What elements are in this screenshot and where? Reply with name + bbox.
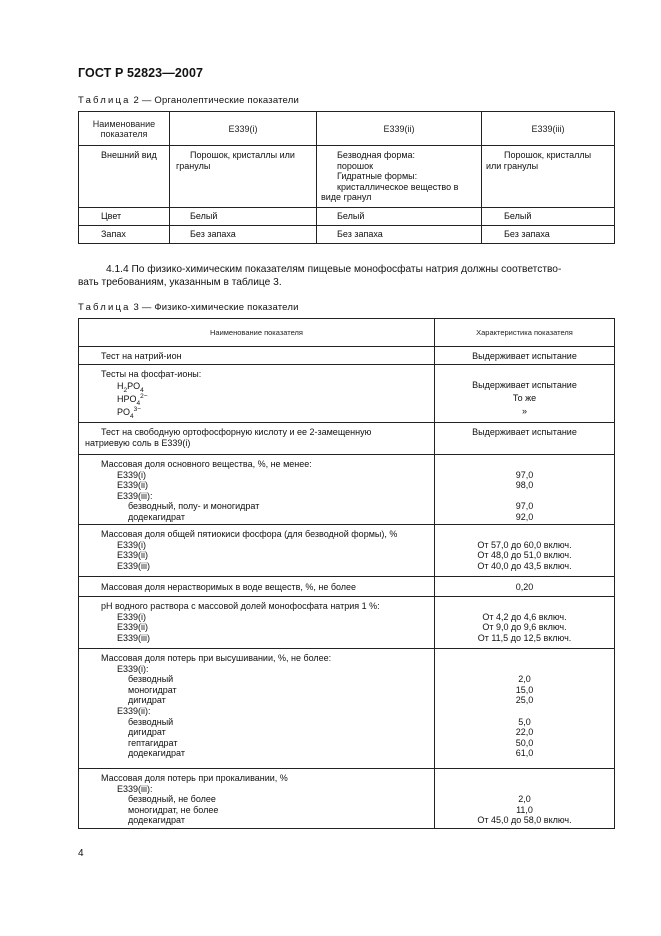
paragraph-line: вать требованиям, указанным в таблице 3. (78, 277, 282, 289)
row-acid-line: натриевую соль в E339(i) (85, 437, 191, 448)
table3-header-value: Характеристика показателя (476, 328, 573, 337)
table2-cell: Порошок, кристаллы (504, 150, 592, 160)
table3-caption (78, 302, 299, 313)
table2-cell: гранулы (176, 160, 211, 171)
sub-label: безводный (128, 674, 174, 685)
row-p2o5-title: Массовая доля общей пятиокиси фосфора (для безводной формы), % (101, 529, 398, 539)
value: 50,0 (515, 737, 534, 748)
table-row (79, 577, 615, 597)
table-row (79, 525, 615, 577)
sub-label: E339(i) (117, 469, 147, 480)
table-row (79, 365, 615, 423)
value: 97,0 (515, 501, 534, 512)
paragraph-line: 4.1.4 По физико-химическим показателям пищевые монофосфаты натрия должны соответство- (106, 264, 562, 275)
ion-po4-charge: 3− (133, 405, 142, 413)
sub-label: дигидрат (128, 695, 166, 706)
table2-cell: виде гранул (321, 192, 372, 203)
sub-label: E339(i): (117, 663, 149, 674)
sub-label: E339(iii) (117, 632, 151, 643)
table2-header-e339i: E339(i) (228, 123, 258, 134)
ion-po4: $PO_4^{3-}$ (117, 405, 142, 420)
table-row (79, 455, 615, 525)
sub-label: додекагидрат (128, 815, 185, 826)
value: 5,0 (518, 716, 531, 727)
table-row (79, 423, 615, 455)
value: 2,0 (518, 794, 531, 805)
row-insoluble: Массовая доля нерастворимых в воде веществ, %, не более (101, 582, 357, 592)
sub-label: E339(i) (117, 611, 147, 622)
table2-cell: порошок (337, 160, 374, 171)
sub-label: безводный, полу- и моногидрат (128, 501, 260, 512)
value: От 4,2 до 4,6 включ. (482, 611, 567, 622)
ion-h2po4: $H_2PO_4$ (117, 380, 144, 394)
sub-label: E339(ii): (117, 705, 151, 716)
value: То же (512, 393, 537, 403)
row-drying-title: Массовая доля потерь при высушивании, %, не более: (101, 653, 332, 663)
table2-cell: Гидратные формы: (337, 171, 418, 182)
sub-label: додекагидрат (128, 748, 185, 759)
value: От 9,0 до 9,6 включ. (482, 622, 567, 633)
table3-header-name: Наименование показателя (210, 328, 303, 337)
table2-cell: Белый (504, 211, 532, 221)
table2-cell: Безводная форма: (337, 150, 416, 160)
row-sodium-value: Выдерживает испытание (472, 351, 577, 361)
row-main-title: Массовая доля основного вещества, %, не менее: (101, 459, 312, 469)
value: » (521, 406, 527, 416)
sub-label: безводный, не более (128, 794, 216, 805)
table2-header-e339iii: E339(iii) (531, 123, 565, 134)
sub-label: E339(i) (117, 539, 147, 550)
table2-header-e339ii: E339(ii) (383, 123, 415, 134)
sub-label: E339(ii) (117, 480, 149, 491)
table2-caption (78, 95, 299, 106)
table2-row-name: Запах (101, 229, 126, 239)
table-row (79, 146, 615, 208)
document-title: ГОСТ Р 52823—2007 (78, 66, 204, 80)
value: От 57,0 до 60,0 включ. (477, 539, 572, 550)
row-acid-line: Тест на свободную ортофосфорную кислоту и ее 2-замещенную (101, 427, 372, 437)
value: От 11,5 до 12,5 включ. (477, 632, 572, 643)
table2-header-name: Наименование показателя (92, 118, 156, 139)
table-organoleptic (78, 111, 615, 244)
table2-cell: или гранулы (486, 160, 539, 171)
sub-label: E339(ii) (117, 622, 149, 633)
sub-label: безводный (128, 716, 174, 727)
value: Выдерживает испытание (472, 427, 577, 437)
table-row (79, 347, 615, 365)
table2-cell: кристаллическое вещество в (337, 181, 459, 192)
table2-cell: Белый (190, 211, 218, 221)
value: 0,20 (515, 582, 534, 592)
table2-header-row (79, 112, 615, 146)
sub-label: E339(ii) (117, 550, 149, 561)
value: 2,0 (518, 674, 531, 685)
value: 11,0 (516, 804, 533, 815)
table2-cell: Без запаха (190, 229, 236, 239)
page-number: 4 (78, 848, 84, 859)
sub-label: моногидрат (128, 684, 177, 695)
value: 92,0 (515, 511, 534, 522)
table-row (79, 597, 615, 649)
value: 22,0 (515, 727, 534, 738)
row-phosphate-title: Тесты на фосфат-ионы: (101, 369, 202, 379)
table2-row-name: Внешний вид (101, 150, 157, 160)
table2-caption-word: Таблица (78, 95, 131, 106)
row-sodium-test: Тест на натрий-ион (101, 351, 182, 361)
table3-header-row (79, 319, 615, 347)
table2-caption-text: 2 — Органолептические показатели (133, 95, 299, 106)
sub-label: E339(iii): (117, 783, 153, 794)
sub-label: E339(iii): (117, 490, 153, 501)
value: От 40,0 до 43,5 включ. (477, 560, 572, 571)
sub-label: моногидрат, не более (128, 804, 219, 815)
sub-label: E339(iii) (117, 560, 151, 571)
value: От 48,0 до 51,0 включ. (477, 550, 572, 561)
value: 15,0 (515, 684, 534, 695)
table-physchem (78, 318, 615, 829)
sub-label: дигидрат (128, 727, 166, 738)
table3-caption-word: Таблица (78, 302, 131, 313)
sub-label: гептагидрат (128, 737, 178, 748)
table-row (79, 226, 615, 244)
paragraph-4-1-4 (78, 263, 584, 289)
table2-cell: Белый (337, 211, 365, 221)
value: 25,0 (515, 695, 534, 706)
table2-cell: Порошок, кристаллы или (190, 150, 295, 160)
value: 61,0 (515, 748, 534, 759)
table-row (79, 769, 615, 829)
ion-hpo4-charge: 2− (140, 392, 148, 400)
value: От 45,0 до 58,0 включ. (477, 815, 572, 826)
sub-label: додекагидрат (128, 511, 185, 522)
table-row (79, 208, 615, 226)
table3-caption-text: 3 — Физико-химические показатели (133, 302, 299, 313)
table2-cell: Без запаха (337, 229, 383, 239)
table2-row-name: Цвет (101, 211, 122, 221)
value: Выдерживает испытание (472, 380, 577, 390)
table-row (79, 649, 615, 769)
value: 97,0 (515, 469, 534, 480)
ion-hpo4: $HPO_4^{2-}$ (117, 392, 148, 407)
row-ignition-title: Массовая доля потерь при прокаливании, % (101, 773, 288, 783)
value: 98,0 (515, 480, 534, 491)
table2-cell: Без запаха (504, 229, 550, 239)
row-ph-title: pH водного раствора с массовой долей монофосфата натрия 1 %: (101, 601, 380, 611)
